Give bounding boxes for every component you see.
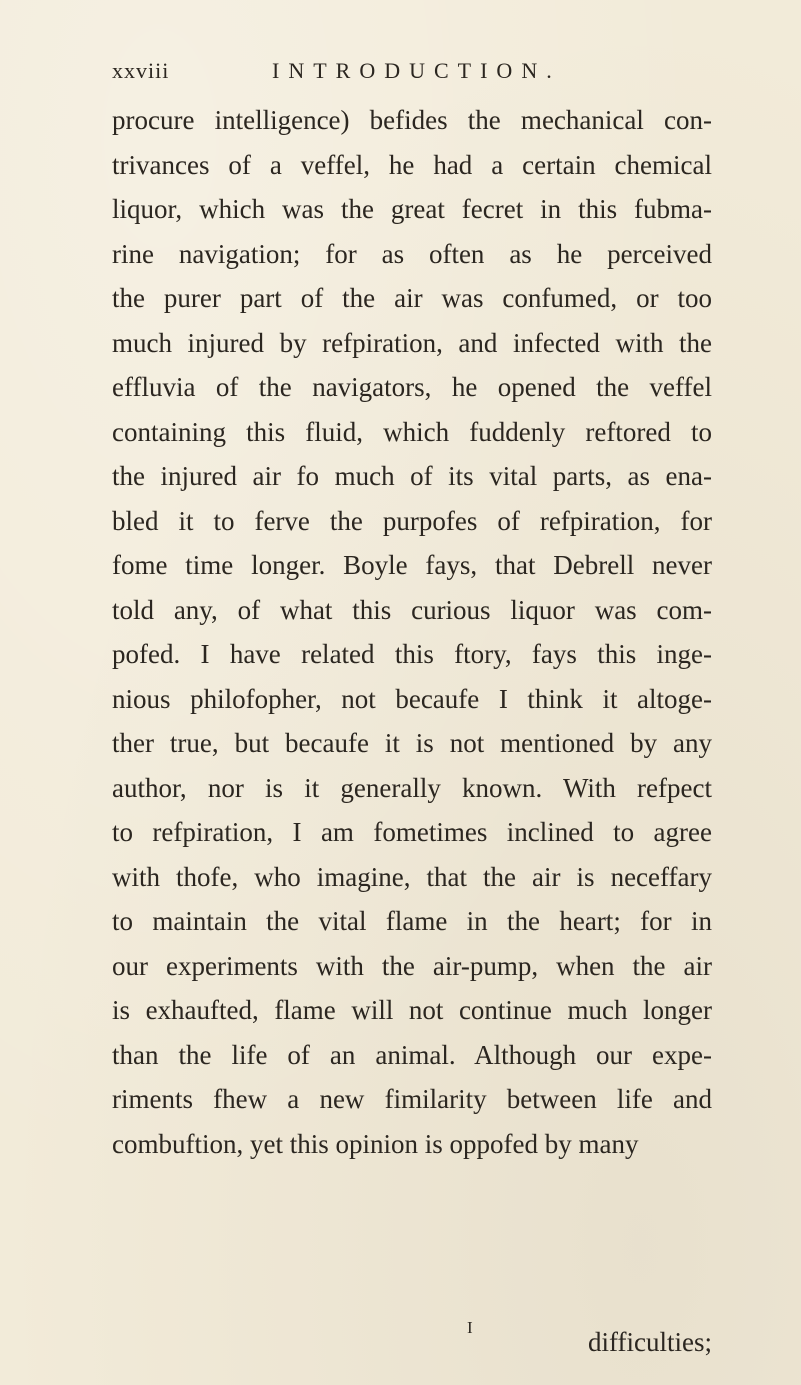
text-line: trivances of a veffel, he had a certain chemical [112,149,712,180]
catchword: difficulties; [588,1327,712,1357]
text-line: containing this fluid, which fuddenly reftored to [112,416,712,447]
page-header [112,58,712,88]
text-line: pofed. I have related this ftory, fays this inge- [112,639,712,669]
text-line: fome time longer. Boyle fays, that Debrell never [112,550,712,580]
text-line: with thofe, who imagine, that the air is neceffary [112,861,712,892]
text-line: is exhaufted, flame will not continue much longer [112,995,712,1025]
page-footer [112,1318,712,1362]
text-line: ther true, but becaufe it is not mentioned by any [112,728,712,758]
text-line: riments fhew a new fimilarity between life and [112,1084,712,1114]
signature-mark: I [467,1318,473,1337]
text-line: bled it to ferve the purpofes of refpiration, for [112,505,712,536]
text-line: liquor, which was the great fecret in this fubma- [112,194,712,224]
text-line: the injured air fo much of its vital parts, as ena- [112,461,712,491]
text-line: to refpiration, I am fometimes inclined to agree [112,817,712,847]
text-line: told any, of what this curious liquor was com- [112,594,712,625]
running-head: INTRODUCTION. [272,58,561,83]
text-line: author, nor is it generally known. With refpect [112,772,712,803]
text-line: the purer part of the air was confumed, or too [112,283,712,313]
page-number: xxviii [112,58,170,83]
text-line: nious philofopher, not becaufe I think it altoge- [112,683,712,714]
text-line: rine navigation; for as often as he perceived [112,238,712,269]
body-text [112,98,712,1166]
text-line: to maintain the vital flame in the heart; for in [112,906,712,936]
text-line: effluvia of the navigators, he opened the veffel [112,372,712,402]
text-line: procure intelligence) befides the mechanical con- [112,105,712,135]
text-line: than the life of an animal. Although our expe- [112,1039,712,1070]
text-line: much injured by refpiration, and infected with the [112,327,712,358]
text-line: combuftion, yet this opinion is oppofed by many [112,1128,639,1159]
text-line: our experiments with the air-pump, when the air [112,950,712,981]
